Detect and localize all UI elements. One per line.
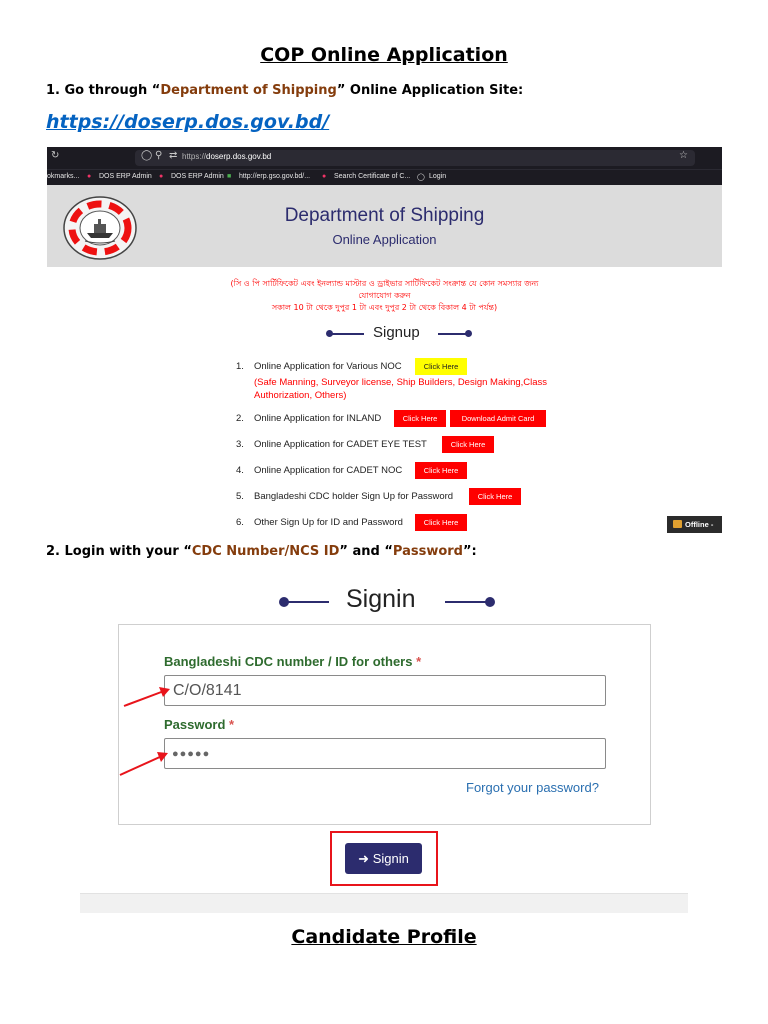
forgot-password-link[interactable]: Forgot your password? bbox=[466, 780, 599, 795]
bookmark-favicon-icon: ● bbox=[87, 173, 92, 180]
candidate-profile-title: Candidate Profile bbox=[291, 926, 477, 948]
noc-click-here-button[interactable]: Click Here bbox=[415, 358, 467, 375]
signup-title: Signup bbox=[373, 324, 420, 341]
other-signup-click-here-button[interactable]: Click Here bbox=[415, 514, 467, 531]
noc-note: (Safe Manning, Surveyor license, Ship Builders, Design Making,Class Authorization, Others) bbox=[254, 377, 548, 401]
arrow-to-password-input-icon bbox=[120, 752, 168, 775]
password-label: Password * bbox=[164, 717, 235, 732]
step-1-highlight: Department of Shipping bbox=[160, 83, 337, 98]
step-2-highlight-cdc: CDC Number/NCS ID bbox=[191, 544, 340, 559]
offline-chat-badge[interactable]: Offline - bbox=[667, 516, 722, 533]
bookmark-item[interactable]: Login bbox=[429, 173, 447, 180]
step-2-highlight-password: Password bbox=[392, 544, 463, 559]
cadet-eye-click-here-button[interactable]: Click Here bbox=[442, 436, 494, 453]
site-link[interactable]: https://doserp.dos.gov.bd/ bbox=[46, 111, 330, 133]
step-2-instruction: 2. Login with your “CDC Number/NCS ID” and “Password”: bbox=[46, 544, 477, 559]
arrow-to-cdc-input-icon bbox=[124, 687, 170, 706]
lock-icon: ⚲ bbox=[155, 150, 163, 161]
cdc-number-value: C/O/8141 bbox=[173, 682, 242, 699]
cdc-number-label: Bangladeshi CDC number / ID for others * bbox=[164, 654, 422, 669]
notice-line: (সি ও পি সার্টিফিকেট এবং ইনল্যান্ড মাস্টার ও ড্রাইভার সার্টিফিকেট সংক্রান্ত যে কোন সমস্যার জন্য bbox=[230, 279, 539, 288]
site-heading: Department of Shipping bbox=[284, 205, 485, 226]
step-1-prefix: 1. Go through “ bbox=[46, 83, 161, 98]
cdc-signup-click-here-button[interactable]: Click Here bbox=[469, 488, 521, 505]
inland-click-here-button[interactable]: Click Here bbox=[394, 410, 446, 427]
signup-item: 2. Online Application for INLAND bbox=[236, 413, 382, 424]
reload-icon[interactable]: ↻ bbox=[51, 150, 60, 161]
signin-title: Signin bbox=[346, 585, 416, 613]
address-url: https://doserp.dos.gov.bd bbox=[182, 152, 272, 161]
notice-line: সকাল 10 টা থেকে দুপুর 1 টা এবং দুপুর 2 টা থেকে বিকাল 4 টা পর্যন্ত) bbox=[271, 303, 498, 312]
bookmark-favicon-icon: ● bbox=[322, 173, 327, 180]
site-subheading: Online Application bbox=[332, 232, 437, 247]
bookmark-favicon-icon: ■ bbox=[227, 173, 232, 180]
bookmark-item[interactable]: http://erp.gso.gov.bd/... bbox=[239, 173, 311, 180]
signup-item: 1. Online Application for Various NOC bbox=[236, 361, 402, 372]
page-divider bbox=[80, 893, 688, 913]
bookmark-item[interactable]: okmarks... bbox=[47, 173, 80, 180]
signin-button-label: Signin bbox=[372, 851, 409, 866]
permissions-icon: ⇄ bbox=[169, 150, 178, 161]
document-title: COP Online Application bbox=[260, 44, 508, 66]
bookmark-favicon-icon: ● bbox=[159, 173, 164, 180]
password-value: ●●●●● bbox=[172, 748, 211, 760]
shield-icon: ◯ bbox=[141, 150, 153, 161]
sign-in-icon: ➜ bbox=[358, 851, 370, 866]
bookmark-star-icon[interactable]: ☆ bbox=[679, 150, 688, 161]
signup-item: 6. Other Sign Up for ID and Password bbox=[236, 517, 403, 528]
signup-item: 5. Bangladeshi CDC holder Sign Up for Password bbox=[236, 491, 454, 502]
signup-item: 3. Online Application for CADET EYE TEST bbox=[236, 439, 427, 450]
signup-item: 4. Online Application for CADET NOC bbox=[236, 465, 403, 476]
step-1-suffix: ” Online Application Site: bbox=[336, 83, 524, 98]
globe-icon: ◯ bbox=[417, 174, 425, 181]
download-admit-card-button[interactable]: Download Admit Card bbox=[450, 410, 546, 427]
bookmark-item[interactable]: DOS ERP Admin bbox=[99, 173, 152, 180]
bookmark-item[interactable]: Search Certificate of C... bbox=[334, 173, 411, 180]
cadet-noc-click-here-button[interactable]: Click Here bbox=[415, 462, 467, 479]
bookmark-item[interactable]: DOS ERP Admin bbox=[171, 173, 224, 180]
notice-line: যোগাযোগ করুন bbox=[358, 291, 411, 300]
